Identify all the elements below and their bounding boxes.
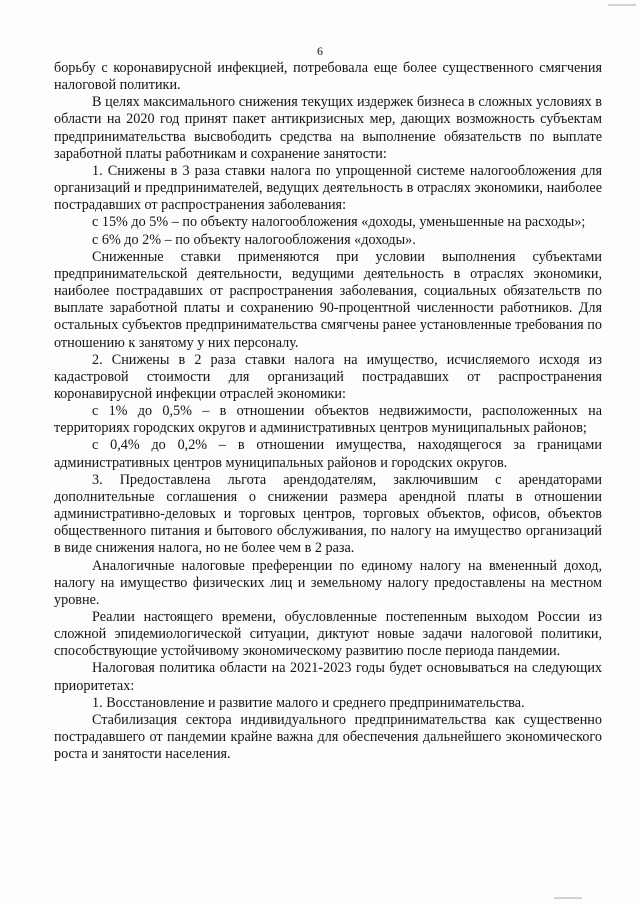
paragraph-3: 1. Снижены в 3 раза ставки налога по упрощенной системе налогообложения для организаций и предпринимателей, ведущих деятельность в отраслях экономики, наиболее пострадавших от распространения заболевания: [54,162,602,214]
paragraph-6: Сниженные ставки применяются при условии выполнения субъектами предпринимательской деятельности, ведущими деятельность в отраслях экономики, наиболее пострадавших от распространения заболевания, социальных обязательств по выплате заработной платы и сохранению 90-процентной численности работников. Для остальных субъектов предпринимательства смягчены ранее установленные требования по отношению к занятому у них персоналу. [54,248,602,351]
paragraph-13: Налоговая политика области на 2021-2023 годы будет основываться на следующих приоритетах: [54,660,602,694]
scan-artifact-bottom [554,897,582,899]
paragraph-1: борьбу с коронавирусной инфекцией, потребовала еще более существенного смягчения налоговой политики. [54,60,602,94]
paragraph-5: с 6% до 2% – по объекту налогообложения «доходы». [92,231,416,248]
paragraph-11: Аналогичные налоговые преференции по единому налогу на вмененный доход, налогу на имущество физических лиц и земельному налогу предоставлены на местном уровне. [54,557,602,608]
paragraph-12: Реалии настоящего времени, обусловленные постепенным выходом России из сложной эпидемиологической ситуации, диктуют новые задачи налоговой политики, способствующие устойчивому экономическому развитию после периода пандемии. [54,609,602,660]
page-number: 6 [317,44,323,58]
paragraph-15: Стабилизация сектора индивидуального предпринимательства как существенно пострадавшего от пандемии крайне важна для обеспечения дальнейшего экономического роста и занятости населения. [54,711,602,763]
paragraph-4: с 15% до 5% – по объекту налогообложения «доходы, уменьшенные на расходы»; [92,214,586,231]
paragraph-9: с 0,4% до 0,2% – в отношении имущества, находящегося за границами административных центров муниципальных районов и городских округов. [54,437,602,471]
document-body [54,60,602,763]
scan-artifact-top [608,4,636,6]
paragraph-8: с 1% до 0,5% – в отношении объектов недвижимости, расположенных на территориях городских округов и административных центров муниципальных районов; [54,403,602,437]
paragraph-14: 1. Восстановление и развитие малого и среднего предпринимательства. [92,694,525,711]
paragraph-2: В целях максимального снижения текущих издержек бизнеса в сложных условиях в области на 2020 год принят пакет антикризисных мер, дающих возможность субъектам предпринимательства высвободить средства на выполнение обязательств по выплате заработной платы работникам и сохранение занятости: [54,94,602,162]
paragraph-10: 3. Предоставлена льгота арендодателям, заключившим с арендаторами дополнительные соглашения о снижении размера арендной платы в отношении административно-деловых и торговых центров, торговых объектов, офисов, объектов общественного питания и бытового обслуживания, по налогу на имущество организаций в виде снижения налога, но не более чем в 2 раза. [54,471,602,557]
paragraph-7: 2. Снижены в 2 раза ставки налога на имущество, исчисляемого исходя из кадастровой стоимости для организаций пострадавших от распространения коронавирусной инфекции отраслей экономики: [54,351,602,402]
